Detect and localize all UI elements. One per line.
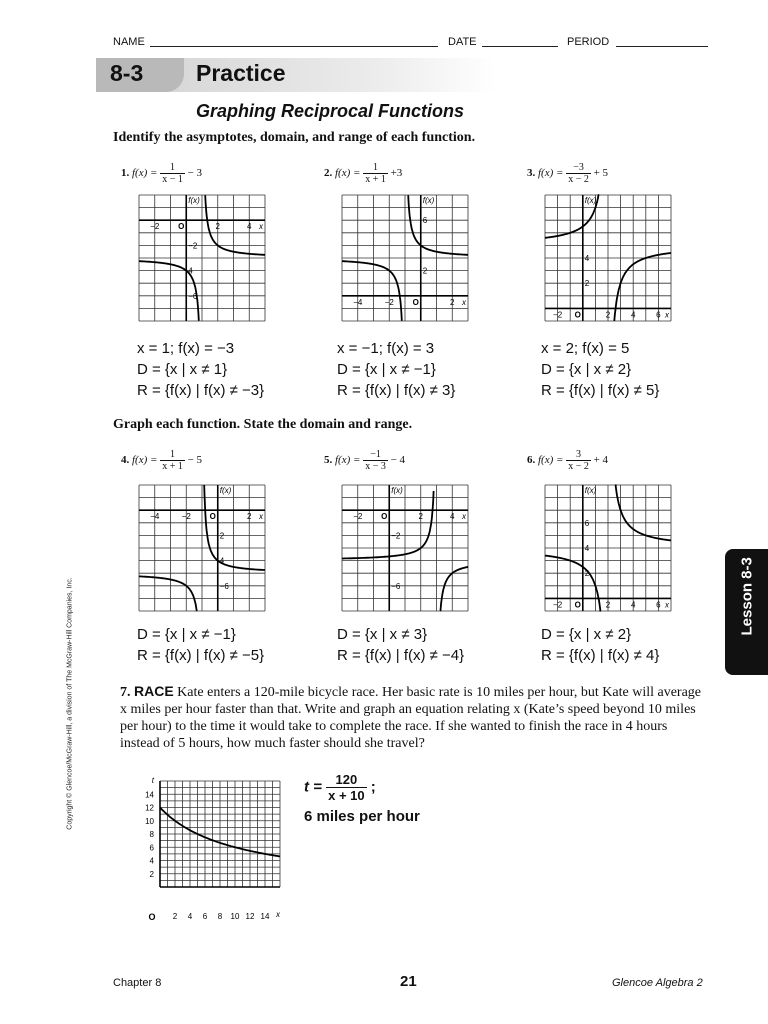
numerator: 1 bbox=[363, 162, 388, 174]
y-axis-label: f(x) bbox=[188, 196, 200, 205]
y-tick-label: 4 bbox=[149, 856, 154, 866]
answer-line: D = {x | x ≠ 2} bbox=[541, 626, 632, 643]
period-line bbox=[616, 46, 708, 47]
x-tick-label: −2 bbox=[150, 222, 160, 232]
y-axis-label: t bbox=[151, 776, 154, 785]
instructions-part2: Graph each function. State the domain and range. bbox=[113, 417, 413, 432]
numerator: 1 bbox=[160, 162, 185, 174]
problem-1-answers bbox=[137, 338, 264, 401]
answer-line: D = {x | x ≠ 1} bbox=[137, 361, 228, 378]
problem-7-answer-equation bbox=[304, 772, 376, 803]
problem-6-answers bbox=[541, 624, 659, 666]
problem-number: 6. bbox=[527, 454, 536, 467]
origin-label: O bbox=[412, 297, 419, 307]
answer-numerator: 120 bbox=[326, 772, 367, 788]
answer-line: R = {f(x) | f(x) ≠ −5} bbox=[137, 647, 265, 664]
y-axis-label: f(x) bbox=[391, 486, 403, 495]
x-tick-label: 12 bbox=[245, 912, 255, 921]
footer-chapter: Chapter 8 bbox=[113, 977, 162, 989]
answer-line: R = {f(x) | f(x) ≠ −4} bbox=[337, 647, 465, 664]
page-subtitle: Graphing Reciprocal Functions bbox=[196, 101, 465, 121]
graph-problem-5 bbox=[340, 483, 470, 613]
x-tick-label: 8 bbox=[217, 912, 223, 921]
x-tick-label: −2 bbox=[553, 600, 563, 610]
problem-number: 5. bbox=[324, 454, 333, 467]
x-tick-label: −2 bbox=[181, 512, 191, 522]
x-axis-label: x bbox=[259, 512, 263, 522]
problem-4-answers bbox=[137, 624, 264, 666]
origin-label: O bbox=[574, 600, 581, 610]
problem-6-equation bbox=[527, 449, 608, 472]
x-tick-label: 10 bbox=[230, 912, 240, 921]
x-tick-label: 4 bbox=[630, 600, 636, 610]
y-tick-label: 6 bbox=[584, 518, 590, 528]
x-axis-label: x bbox=[665, 310, 669, 320]
problem-5-answers bbox=[337, 624, 464, 666]
curve-branch-right bbox=[205, 195, 265, 255]
origin-label: O bbox=[209, 512, 216, 522]
answer-line: R = {f(x) | f(x) ≠ 4} bbox=[541, 647, 660, 664]
y-tick-label: 6 bbox=[149, 843, 154, 853]
footer-page-number: 21 bbox=[400, 973, 417, 990]
x-axis-label: x bbox=[665, 600, 669, 610]
x-tick-label: 2 bbox=[450, 297, 455, 307]
x-tick-label: −4 bbox=[150, 512, 160, 522]
y-tick-label: −6 bbox=[219, 581, 229, 591]
numerator: 1 bbox=[160, 449, 185, 461]
answer-line: x = 1; f(x) = −3 bbox=[137, 340, 235, 357]
y-tick-label: 4 bbox=[219, 556, 225, 566]
y-axis-label: f(x) bbox=[584, 486, 597, 495]
denominator: x + 1 bbox=[365, 174, 386, 185]
graph-problem-1 bbox=[137, 193, 267, 323]
problem-7-label: RACE bbox=[134, 683, 174, 699]
y-tick-label: 8 bbox=[149, 830, 154, 839]
x-tick-label: 2 bbox=[172, 912, 178, 921]
answer-line: R = {f(x) | f(x) ≠ 5} bbox=[541, 382, 660, 399]
origin-label: O bbox=[148, 912, 156, 922]
date-line bbox=[482, 46, 558, 47]
answer-line: D = {x | x ≠ 3} bbox=[337, 626, 428, 643]
function-label: f(x) = bbox=[132, 167, 158, 180]
problem-number: 3. bbox=[527, 167, 536, 180]
curve-branch-right bbox=[408, 195, 468, 255]
answer-line: D = {x | x ≠ 2} bbox=[541, 361, 632, 378]
side-lesson-text: Lesson 8-3 bbox=[738, 557, 756, 636]
problem-2-equation bbox=[324, 162, 402, 185]
y-tick-label: 2 bbox=[584, 279, 590, 289]
numerator: −3 bbox=[566, 162, 591, 174]
problem-7-text bbox=[120, 683, 710, 752]
answer-line: x = 2; f(x) = 5 bbox=[541, 340, 630, 357]
y-tick-label: 14 bbox=[145, 790, 154, 800]
footer-book-title: Glencoe Algebra 2 bbox=[612, 977, 703, 989]
answer-t: t = bbox=[304, 778, 322, 796]
constant-term: − 3 bbox=[187, 167, 203, 180]
denominator: x − 2 bbox=[568, 461, 589, 472]
function-label: f(x) = bbox=[538, 454, 564, 467]
function-label: f(x) = bbox=[538, 167, 564, 180]
graph-problem-7 bbox=[138, 775, 288, 925]
period-label: PERIOD bbox=[567, 36, 610, 48]
denominator: x − 3 bbox=[365, 461, 386, 472]
numerator: 3 bbox=[566, 449, 591, 461]
graph-problem-3 bbox=[543, 193, 673, 323]
function-label: f(x) = bbox=[335, 167, 361, 180]
x-tick-label: 4 bbox=[187, 912, 193, 921]
y-tick-label: 2 bbox=[584, 569, 590, 579]
y-tick-label: 10 bbox=[145, 816, 154, 826]
function-label: f(x) = bbox=[335, 454, 361, 467]
curve-branch-right bbox=[615, 485, 671, 540]
y-tick-label: 4 bbox=[584, 254, 590, 263]
x-tick-label: 4 bbox=[247, 222, 252, 232]
x-tick-label: 6 bbox=[202, 912, 208, 921]
y-tick-label: 2 bbox=[149, 869, 154, 879]
answer-semicolon: ; bbox=[370, 778, 376, 796]
y-tick-label: 6 bbox=[422, 216, 428, 226]
curve-branch-right bbox=[614, 253, 671, 321]
x-axis-label: x bbox=[462, 512, 466, 522]
name-line bbox=[150, 46, 438, 47]
copyright-notice: Copyright © Glencoe/McGraw-Hill, a division of The McGraw-Hill Companies, Inc. bbox=[66, 577, 74, 830]
x-tick-label: −2 bbox=[384, 297, 394, 307]
x-tick-label: 2 bbox=[605, 600, 611, 610]
problem-number: 4. bbox=[121, 454, 130, 467]
curve-branch-left bbox=[139, 576, 197, 611]
answer-line: D = {x | x ≠ −1} bbox=[137, 626, 236, 643]
graph-problem-4 bbox=[137, 483, 267, 613]
x-tick-label: 6 bbox=[656, 310, 661, 320]
x-tick-label: −2 bbox=[353, 512, 363, 522]
origin-label: O bbox=[178, 222, 185, 232]
answer-line: x = −1; f(x) = 3 bbox=[337, 340, 435, 357]
lesson-number: 8-3 bbox=[110, 60, 144, 86]
problem-5-equation bbox=[324, 449, 405, 472]
origin-label: O bbox=[381, 512, 388, 522]
y-axis-label: f(x) bbox=[584, 196, 597, 205]
y-axis-label: f(x) bbox=[422, 196, 435, 205]
y-tick-label: 4 bbox=[188, 266, 193, 276]
x-tick-label: −4 bbox=[353, 297, 363, 307]
y-tick-label: 2 bbox=[219, 531, 225, 541]
problem-7-body: Kate enters a 120-mile bicycle race. Her basic rate is 10 miles per hour, but Kate will average x miles per hour faster than that. Write and graph an equation relating x (Kate’s speed beyond 10 miles per hour) to the time it would take to complete the race. If she wanted to finish the race in 4 hours instead of 5 hours, how much faster should she travel? bbox=[120, 685, 702, 751]
instructions-part1: Identify the asymptotes, domain, and range of each function. bbox=[113, 130, 476, 145]
problem-4-equation bbox=[121, 449, 202, 472]
answer-line: D = {x | x ≠ −1} bbox=[337, 361, 436, 378]
name-label: NAME bbox=[113, 36, 145, 48]
constant-term: +3 bbox=[390, 167, 403, 180]
problem-number: 1. bbox=[121, 167, 130, 180]
page-title: Practice bbox=[196, 60, 286, 86]
x-tick-label: 2 bbox=[247, 512, 252, 522]
origin-label: O bbox=[574, 310, 581, 320]
x-axis-label: x bbox=[276, 910, 280, 919]
y-tick-label: −2 bbox=[391, 531, 401, 541]
y-tick-label: 12 bbox=[145, 803, 154, 813]
answer-denominator: x + 10 bbox=[328, 788, 365, 803]
x-tick-label: 2 bbox=[418, 512, 423, 522]
y-tick-label: −2 bbox=[188, 241, 198, 251]
x-tick-label: 14 bbox=[260, 912, 270, 921]
y-tick-label: −6 bbox=[188, 291, 198, 301]
x-tick-label: 2 bbox=[605, 310, 611, 320]
answer-line: R = {f(x) | f(x) ≠ −3} bbox=[137, 382, 265, 399]
function-label: f(x) = bbox=[132, 454, 158, 467]
denominator: x − 1 bbox=[162, 174, 183, 185]
problem-2-answers bbox=[337, 338, 455, 401]
graph-problem-6 bbox=[543, 483, 673, 613]
x-tick-label: 4 bbox=[450, 512, 455, 522]
answer-line: R = {f(x) | f(x) ≠ 3} bbox=[337, 382, 456, 399]
problem-7-answer-speed: 6 miles per hour bbox=[304, 808, 420, 825]
x-axis-label: x bbox=[462, 297, 466, 307]
y-axis-label: f(x) bbox=[219, 486, 232, 495]
curve-branch-left bbox=[342, 261, 402, 321]
x-tick-label: 6 bbox=[656, 600, 661, 610]
y-tick-label: 2 bbox=[422, 266, 428, 276]
numerator: −1 bbox=[363, 449, 388, 461]
denominator: x − 2 bbox=[568, 174, 589, 185]
x-tick-label: −2 bbox=[553, 310, 563, 320]
denominator: x + 1 bbox=[162, 461, 183, 472]
x-tick-label: 4 bbox=[630, 310, 636, 320]
x-tick-label: 2 bbox=[215, 222, 220, 232]
problem-number: 2. bbox=[324, 167, 333, 180]
y-tick-label: −6 bbox=[391, 581, 401, 591]
problem-3-answers bbox=[541, 338, 659, 401]
x-axis-label: x bbox=[259, 222, 263, 232]
graph-problem-2 bbox=[340, 193, 470, 323]
problem-3-equation bbox=[527, 162, 608, 185]
constant-term: − 5 bbox=[187, 454, 203, 467]
y-tick-label: 4 bbox=[584, 544, 590, 553]
constant-term: − 4 bbox=[390, 454, 406, 467]
date-label: DATE bbox=[448, 36, 477, 48]
constant-term: + 5 bbox=[593, 167, 609, 180]
constant-term: + 4 bbox=[593, 454, 609, 467]
problem-1-equation bbox=[121, 162, 202, 185]
problem-7-number: 7. bbox=[120, 685, 131, 700]
